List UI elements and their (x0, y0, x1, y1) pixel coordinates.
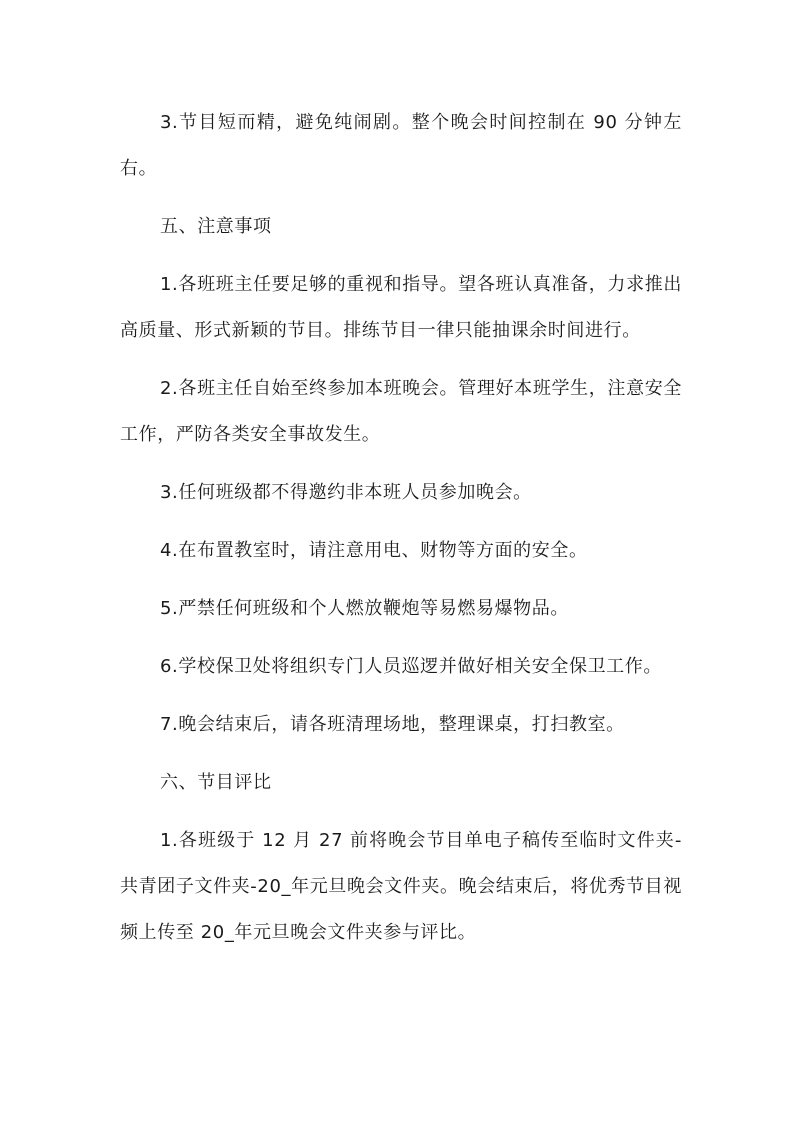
paragraph-note-3: 3.任何班级都不得邀约非本班人员参加晚会。 (160, 482, 532, 503)
document-page (120, 100, 682, 956)
paragraph-program-length: 3.节目短而精，避免纯闹剧。整个晚会时间控制在 90 分钟左右。 (120, 112, 682, 179)
section-heading-notes: 五、注意事项 (160, 216, 272, 237)
paragraph-note-2: 2.各班主任自始至终参加本班晚会。管理好本班学生，注意安全工作，严防各类安全事故发生。 (120, 378, 682, 445)
paragraph-note-7: 7.晚会结束后，请各班清理场地，整理课桌，打扫教室。 (160, 714, 625, 735)
paragraph-note-1: 1.各班班主任要足够的重视和指导。望各班认真准备，力求推出高质量、形式新颖的节目。排练节目一律只能抽课余时间进行。 (120, 274, 682, 341)
paragraph-evaluation-1: 1.各班级于 12 月 27 前将晚会节目单电子稿传至临时文件夹-共青团子文件夹-20_年元旦晚会文件夹。晚会结束后，将优秀节目视频上传至 20_年元旦晚会文件夹参与评比。 (120, 830, 682, 943)
section-heading-evaluation: 六、节目评比 (160, 772, 272, 793)
paragraph-note-4: 4.在布置教室时，请注意用电、财物等方面的安全。 (160, 540, 588, 561)
paragraph-note-6: 6.学校保卫处将组织专门人员巡逻并做好相关安全保卫工作。 (160, 656, 662, 677)
paragraph-note-5: 5.严禁任何班级和个人燃放鞭炮等易燃易爆物品。 (160, 598, 569, 619)
